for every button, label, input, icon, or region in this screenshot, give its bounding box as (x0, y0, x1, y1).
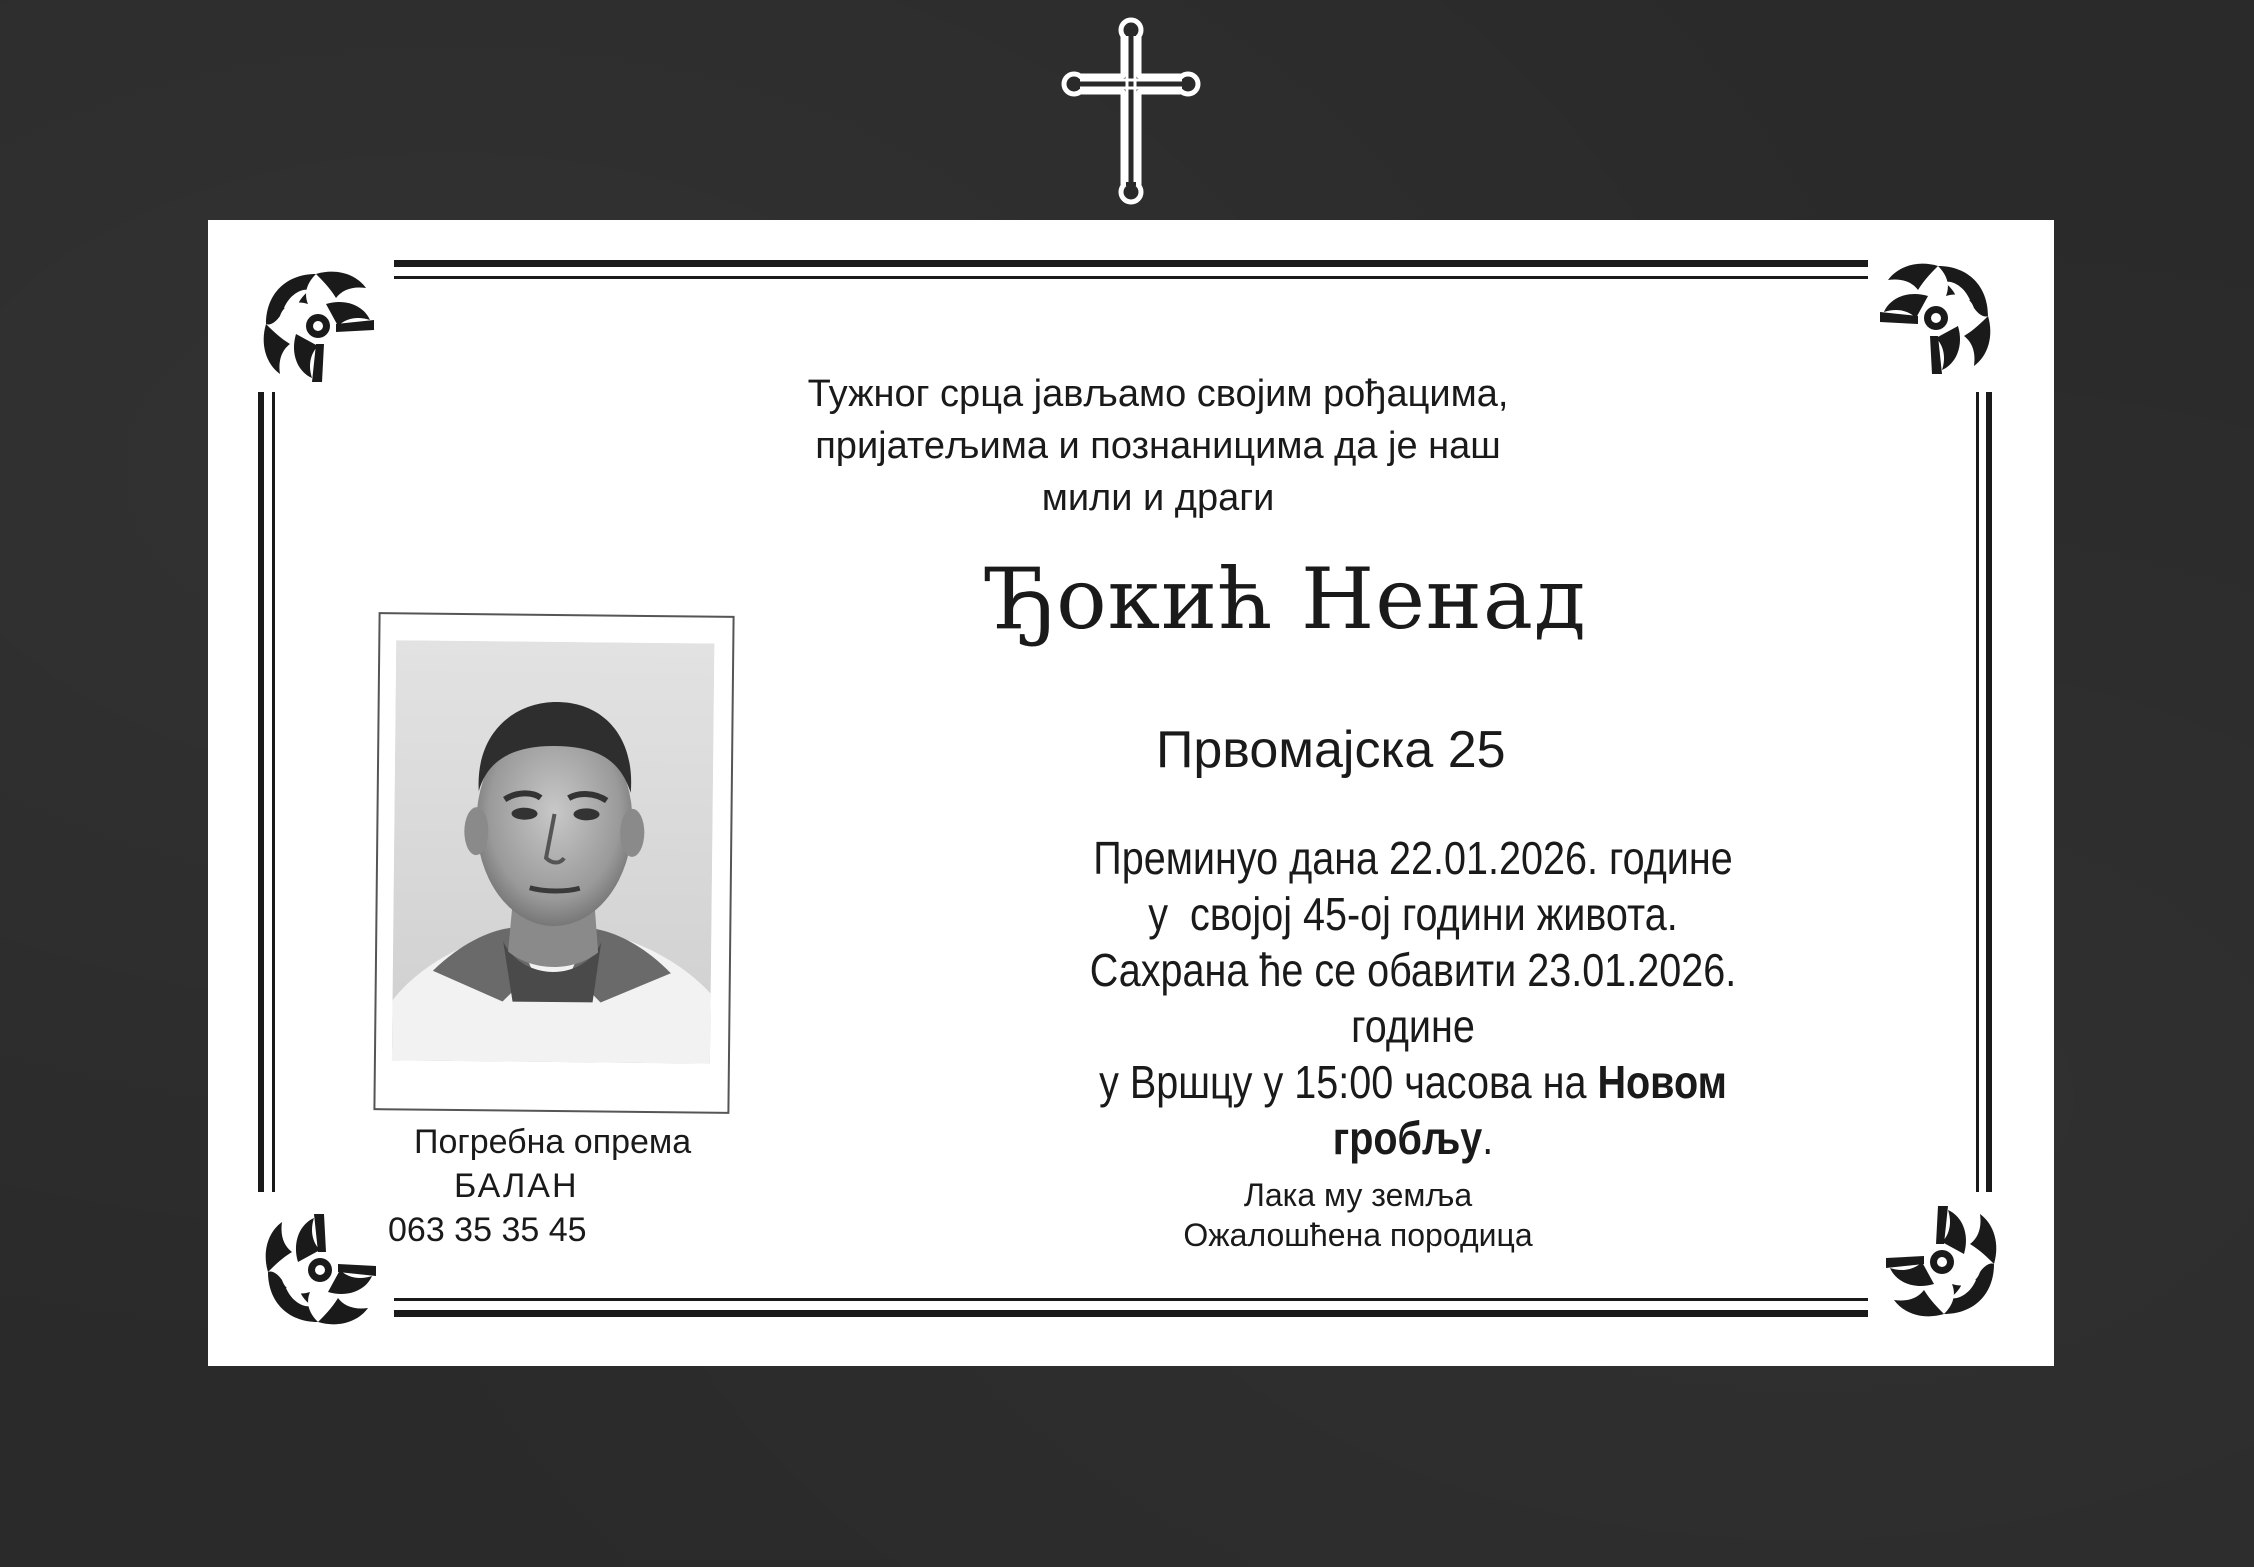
burial-place-prefix: у Вршцу у 15:00 часова на (1099, 1056, 1598, 1108)
funeral-company-title: Погребна опрема (414, 1123, 692, 1161)
funeral-company-info (388, 1120, 788, 1252)
cross-icon (1060, 14, 1202, 210)
closing-line-2: Ожалошћена породица (1183, 1217, 1533, 1253)
deceased-name: Ђокић Ненад (988, 550, 1587, 648)
burial-place-line (1056, 1054, 1770, 1166)
funeral-company-phone: 063 35 35 45 (388, 1211, 587, 1249)
bottom-border-thick (394, 1310, 1868, 1317)
age-line: у својој 45-ој години живота. (1148, 888, 1678, 940)
intro-text (768, 368, 1548, 524)
funeral-company-name: БАЛАН (454, 1167, 579, 1205)
cemetery-name: Новом гробљу (1332, 1056, 1727, 1164)
right-border-thick (1986, 392, 1992, 1192)
fleur-ornament-icon-top-left (256, 264, 386, 394)
intro-line-2: пријатељима и познаницима да је наш мили и драги (815, 425, 1501, 519)
death-details (1056, 830, 1770, 1166)
closing-text (1148, 1175, 1568, 1255)
portrait-photo (392, 640, 714, 1063)
obituary-card (208, 220, 2054, 1366)
intro-line-1: Тужног срца јављамо својим рођацима, (807, 373, 1509, 415)
deceased-address: Првомајска 25 (1156, 721, 1506, 779)
left-border-thick (258, 392, 264, 1192)
closing-line-1: Лака му земља (1243, 1177, 1473, 1213)
death-date-line: Преминуо дана 22.01.2026. године (1093, 832, 1733, 884)
burial-place-suffix: . (1482, 1112, 1494, 1164)
fleur-ornament-icon-bottom-left (258, 1202, 388, 1332)
left-border-thin (272, 392, 275, 1192)
top-border-thin (394, 276, 1868, 279)
top-border-thick (394, 260, 1868, 267)
portrait-photo-frame (373, 612, 734, 1114)
bottom-border-thin (394, 1298, 1868, 1301)
fleur-ornament-icon-top-right (1868, 256, 1998, 386)
burial-date-line: Сахрана ће се обавити 23.01.2026. године (1089, 944, 1737, 1052)
fleur-ornament-icon-bottom-right (1874, 1194, 2004, 1324)
right-border-thin (1976, 392, 1979, 1192)
